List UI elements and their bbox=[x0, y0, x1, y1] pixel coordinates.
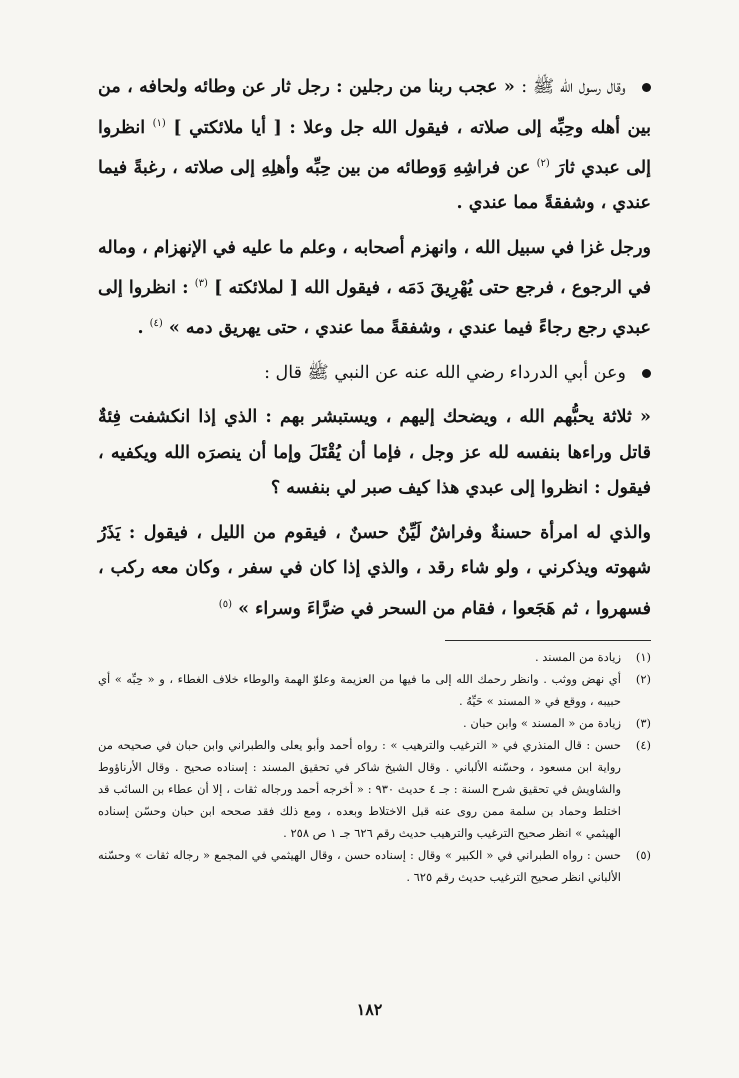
footnote-number: (٥) bbox=[635, 848, 651, 862]
footnote-text: أي نهض ووثب . وانظر رحمك الله إلى ما فيها من العزيمة وعلوّ الهمة والوطاء خلاف الغطاء ، و « حِبِّه » أي حبيبه ، ووقع في « المسند » حَيِّهُ . bbox=[98, 672, 621, 708]
paragraph-hadith-2-cont bbox=[98, 516, 651, 627]
bullet-icon bbox=[642, 83, 651, 92]
footnote-item bbox=[98, 844, 651, 888]
footnote-number: (٤) bbox=[635, 738, 651, 752]
footnote-number: (٣) bbox=[635, 716, 651, 730]
footnote-text: زيادة من المسند . bbox=[534, 650, 621, 664]
footnote-divider bbox=[445, 640, 651, 641]
main-text bbox=[98, 70, 651, 627]
footnote-ref: (٢) bbox=[536, 157, 550, 169]
hadith-text: : انظروا إلى عبدي رجع رجاءً فيما عندي ، وشفقةً مما عندي ، حتى يهريق دمه » bbox=[98, 277, 651, 339]
footnote-item bbox=[98, 712, 651, 734]
footnote-text: حسن : رواه الطبراني في « الكبير » وقال : إسناده حسن ، وقال الهيثمي في المجمع « رجاله ثقات » وحسّنه الألباني انظر صحيح الترغيب حديث رقم ٦٢٥ . bbox=[98, 848, 621, 884]
footnote-item bbox=[98, 734, 651, 844]
hadith-text: والذي له امرأة حسنةٌ وفراشٌ لَيِّنٌ حسنٌ ، فيقوم من الليل ، فيقول : يَذَرُ شهوته ويذكرني ، ولو شاء رقد ، والذي إذا كان في سفر ، وكان معه ركب ، فسهروا ، ثم هَجَعوا ، فقام من السحر في ضرَّاءَ وسراء » bbox=[98, 522, 651, 619]
footnotes bbox=[98, 646, 651, 888]
page-number: ١٨٢ bbox=[356, 1000, 383, 1019]
footnote-item bbox=[98, 668, 651, 712]
hadith-text: « عجب ربنا من رجلين : رجل ثار عن وطائه ولحافه ، من بين أهله وحِبِّه إلى صلاته ، فيقول الله جل وعلا : [ أيا ملائكتي ] bbox=[98, 77, 651, 138]
narration-intro: وقال رسول الله ﷺ : bbox=[521, 77, 626, 97]
footnote-number: (١) bbox=[635, 650, 651, 664]
bullet-icon bbox=[642, 369, 651, 378]
footnote-item bbox=[98, 646, 651, 668]
narration-intro: وعن أبي الدرداء رضي الله عنه عن النبي ﷺ قال : bbox=[264, 362, 626, 383]
footnote-text: زيادة من « المسند » وابن حبان . bbox=[463, 716, 621, 730]
footnote-ref: (١) bbox=[152, 117, 166, 129]
paragraph-narration-2 bbox=[98, 356, 651, 392]
hadith-text: عن فراشِهِ وَوطائه من بين حِبِّه وأهلِهِ إلى صلاته ، رغبةً فيما عندي ، وشفقةً مما عندي . bbox=[98, 157, 651, 214]
footnote-ref: (٣) bbox=[194, 278, 208, 290]
footnote-ref: (٥) bbox=[218, 598, 232, 610]
hadith-text: انظروا إلى عبدي ثارَ bbox=[98, 117, 652, 178]
paragraph-hadith-1 bbox=[98, 70, 651, 222]
hadith-text: « ثلاثة يحبُّهم الله ، ويضحك إليهم ، ويستبشر بهم : الذي إذا انكشفت فِئةٌ قاتل وراءها بنفسه لله عز وجل ، فإما أن يُقْتَلَ وإما أن ينصرَه الله ويكفيه ، فيقول : انظروا إلى عبدي هذا كيف صبر لي بنفسه ؟ bbox=[98, 407, 651, 499]
footnote-number: (٢) bbox=[635, 672, 651, 686]
footnote-text: حسن : قال المنذري في « الترغيب والترهيب » : رواه أحمد وأبو يعلى والطبراني وابن حبان في صحيحه من رواية ابن مسعود ، وحسّنه الألباني . وقال الشيخ شاكر في تحقيق المسند : إسناده صحيح . وقال الأرناؤوط والشاويش في تحقيق شرح السنة : جـ ٤ حديث ٩٣٠ : « أخرجه أحمد ورجاله ثقات ، إلا أن عطاء بن السائب قد اختلط وحماد بن سلمة ممن روى عنه قبل الاختلاط وبعده ، ومع ذلك فقد صححه ابن حبان وحسّن إسناده الهيثمي » انظر صحيح الترغيب والترهيب حديث رقم ٦٢٦ جـ ١ ص ٢٥٨ . bbox=[98, 738, 622, 840]
hadith-text: ورجل غزا في سبيل الله ، وانهزم أصحابه ، وعلم ما عليه في الإنهزام ، وماله في الرجوع ، فرجع حتى يُهْرِيقَ دَمَه ، فيقول الله [ لملائكته ] bbox=[97, 237, 652, 298]
footnote-ref: (٤) bbox=[149, 318, 163, 330]
paragraph-hadith-2 bbox=[98, 400, 651, 507]
hadith-text: . bbox=[137, 318, 144, 339]
paragraph-hadith-1-cont bbox=[98, 231, 651, 347]
